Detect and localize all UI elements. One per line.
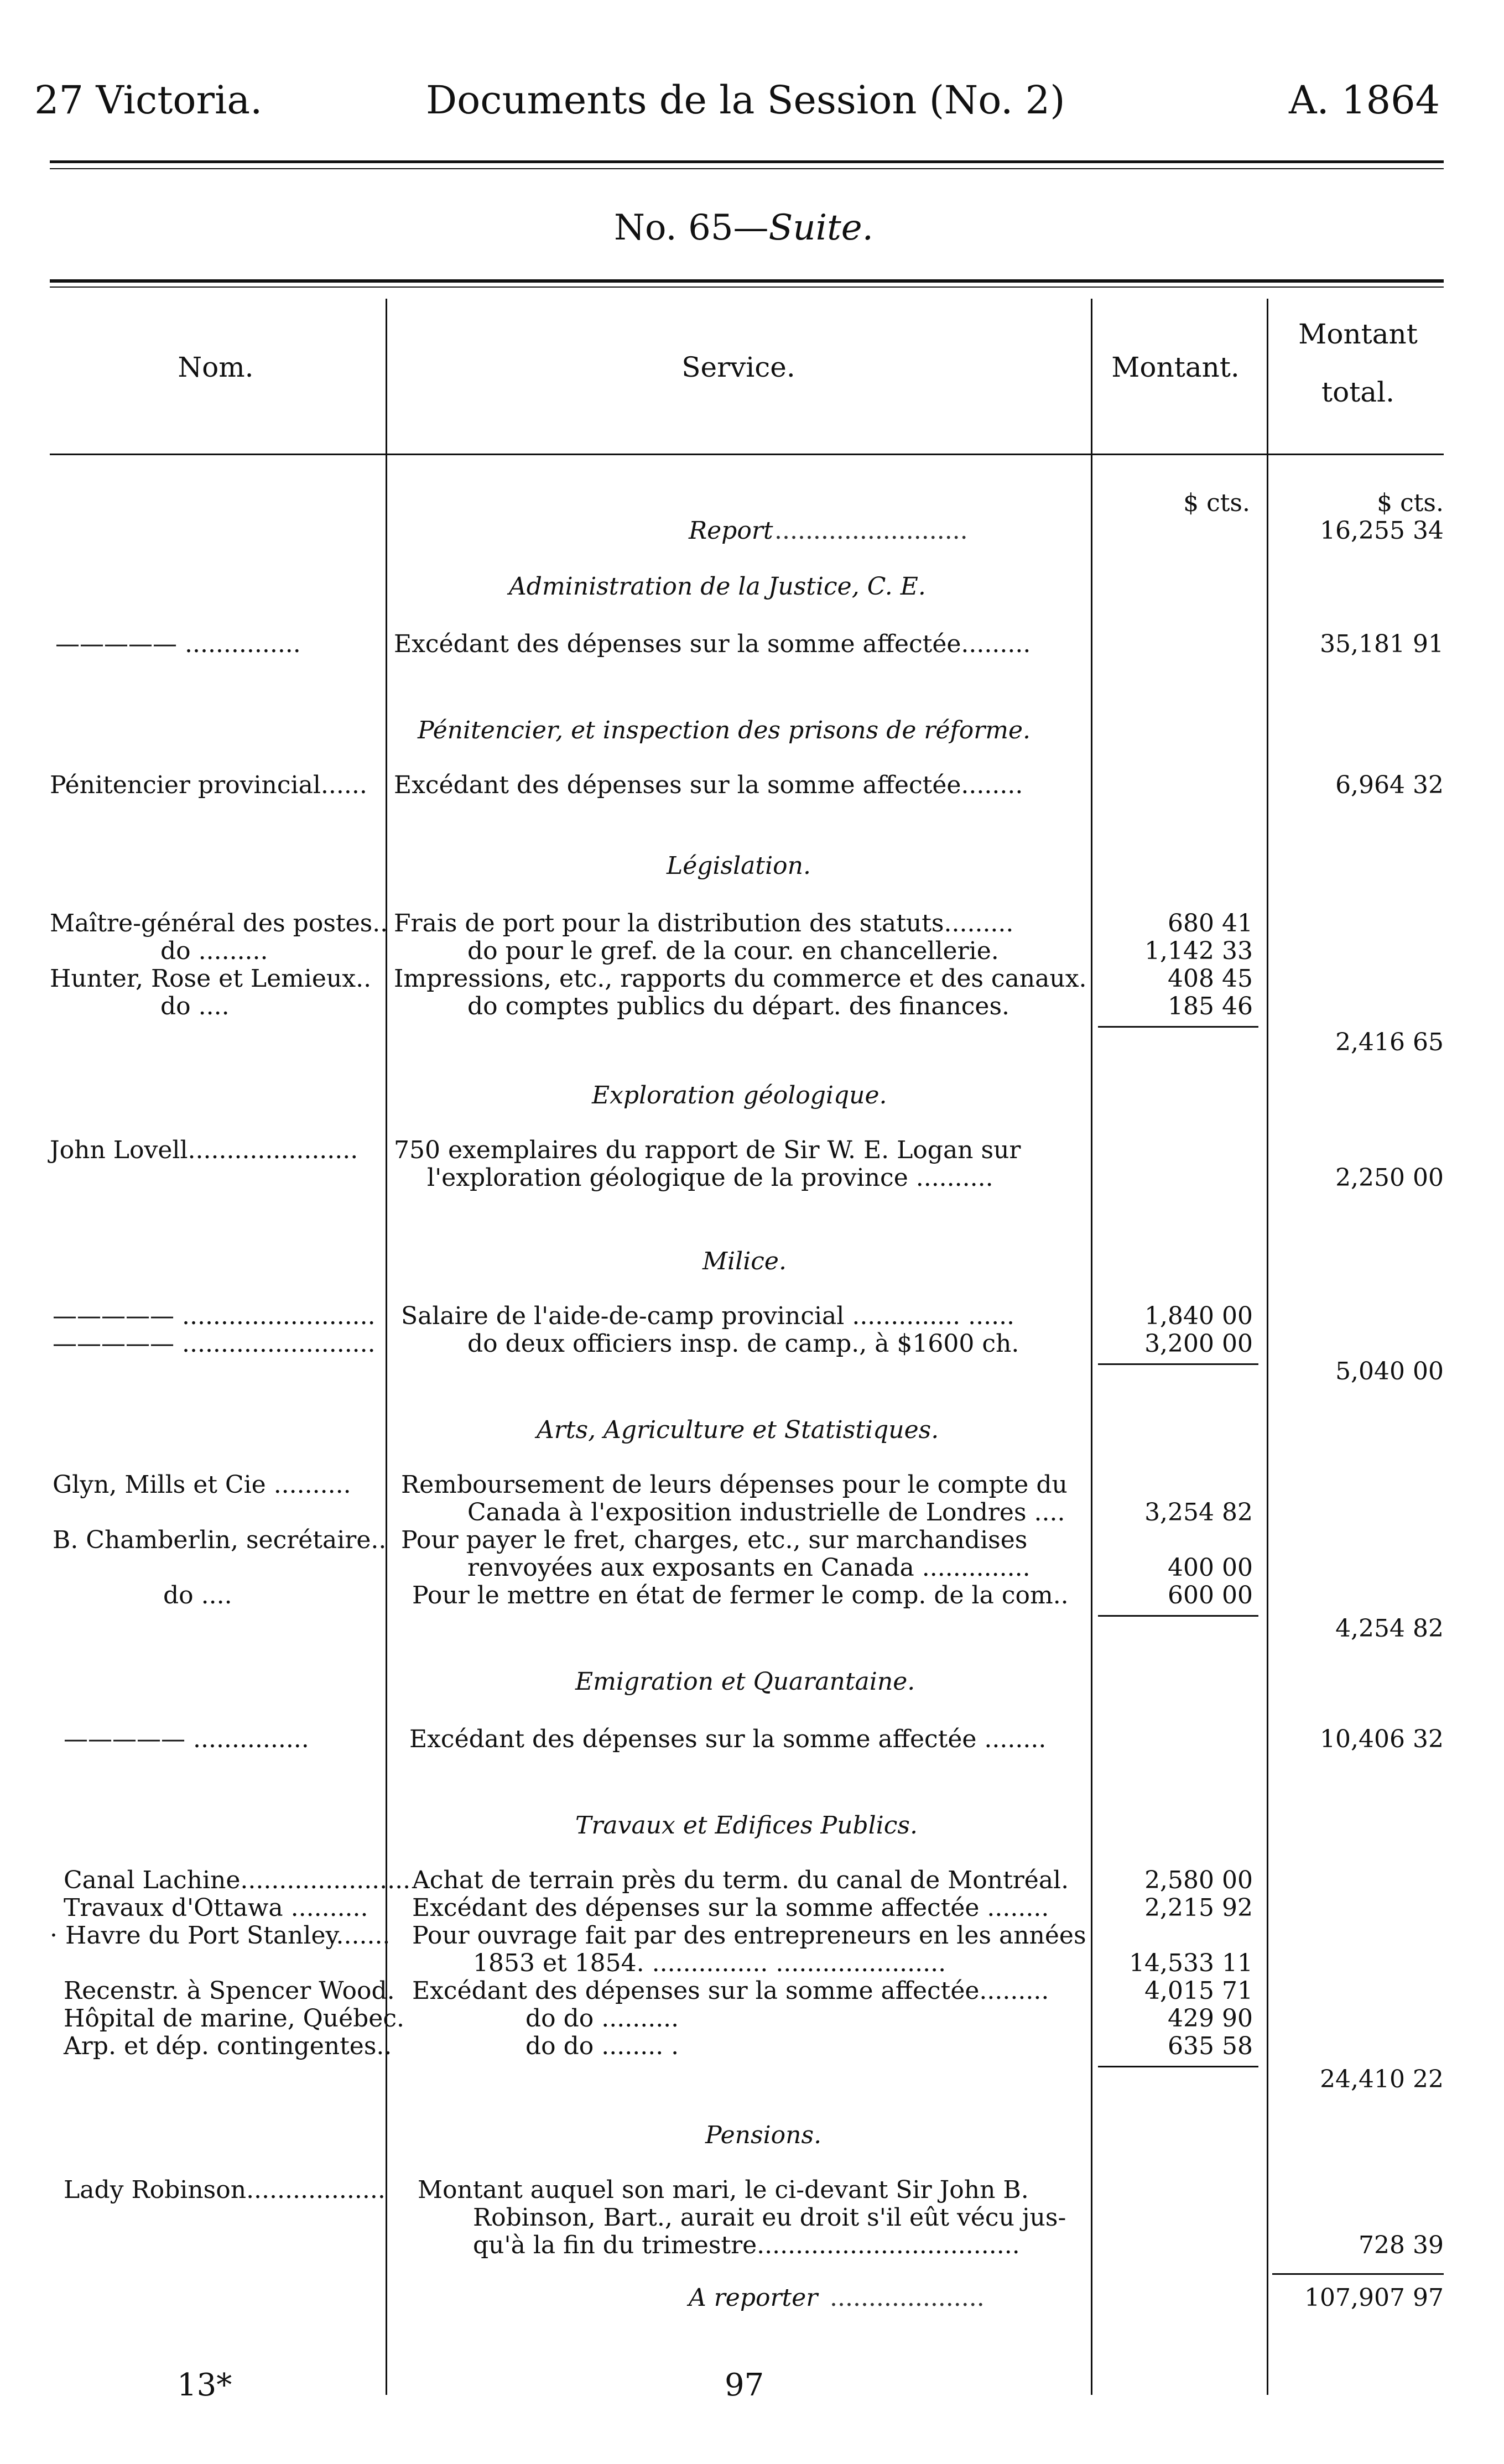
table-row-montant: 4,015 71 (1144, 1977, 1253, 2005)
table-row-montant: 429 90 (1168, 2004, 1253, 2033)
table-row-nom: Glyn, Mills et Cie .......... (53, 1471, 351, 1499)
table-row-service: do do ........ . (525, 2032, 679, 2060)
table-row-service-cont: Robinson, Bart., aurait eu droit s'il eût vécu jus- (473, 2203, 1066, 2232)
table-row-montant: 1,840 00 (1144, 1302, 1253, 1330)
table-title-number: No. 65— (614, 207, 769, 248)
column-rule-1 (386, 299, 387, 2395)
table-row-nom: · Havre du Port Stanley....... (50, 1921, 391, 1950)
table-row-service: Excédant des dépenses sur la somme affectée ........ (409, 1725, 1047, 1753)
table-row-nom: Maître-général des postes.. (50, 909, 388, 937)
section-total: 4,254 82 (1335, 1614, 1444, 1643)
table-row-total: 728 39 (1359, 2231, 1444, 2259)
table-row-montant: 14,533 11 (1129, 1949, 1253, 1977)
table-row-nom: Hunter, Rose et Lemieux.. (50, 965, 372, 993)
subtotal-rule (1098, 2066, 1258, 2067)
table-row-nom: Recenstr. à Spencer Wood. (64, 1977, 395, 2005)
subtotal-rule (1098, 1026, 1258, 1028)
table-row-service-cont: l'exploration géologique de la province .......... (427, 1164, 993, 1192)
column-header-montant: Montant. (1111, 351, 1240, 383)
table-row-service: Pour payer le fret, charges, etc., sur marchandises (401, 1526, 1028, 1554)
reporter-total: 107,907 97 (1304, 2284, 1444, 2312)
table-row-total: 10,406 32 (1320, 1725, 1444, 1753)
column-rule-3 (1267, 299, 1268, 2395)
reporter-leader: .................... (830, 2284, 985, 2312)
table-row-nom: Pénitencier provincial...... (50, 771, 367, 799)
subtotal-rule (1098, 1615, 1258, 1617)
table-row-service-cont: renvoyées aux exposants en Canada .............. (467, 1554, 1031, 1582)
column-header-rule (50, 454, 1444, 455)
table-row-service: Excédant des dépenses sur la somme affectée ........ (412, 1894, 1049, 1922)
table-row-nom: Lady Robinson.................. (64, 2176, 386, 2204)
table-row-service: Impressions, etc., rapports du commerce et des canaux. (394, 965, 1087, 993)
table-row-service: Excédant des dépenses sur la somme affectée......... (412, 1977, 1049, 2005)
report-total: 16,255 34 (1320, 517, 1444, 545)
table-row-total: 2,250 00 (1335, 1164, 1444, 1192)
table-row-service: Achat de terrain près du term. du canal de Montréal. (412, 1866, 1069, 1894)
report-label: Report (689, 517, 773, 545)
section-total: 2,416 65 (1335, 1028, 1444, 1056)
column-header-total-2: total. (1321, 376, 1394, 408)
table-row-total: 35,181 91 (1320, 630, 1444, 658)
table-row-montant: 680 41 (1168, 909, 1253, 937)
section-title-arts: Arts, Agriculture et Statistiques. (537, 1416, 939, 1444)
column-header-total-1: Montant (1298, 318, 1418, 350)
table-row-service: Pour ouvrage fait par des entrepreneurs en les années (412, 1921, 1086, 1950)
table-row-service-cont: Canada à l'exposition industrielle de Londres .... (467, 1498, 1065, 1527)
signature-mark: 13* (177, 2367, 232, 2403)
column-rule-2 (1091, 299, 1092, 2395)
table-row-nom: Travaux d'Ottawa .......... (64, 1894, 368, 1922)
units-montant: $ cts. (1183, 489, 1250, 517)
table-row-service-cont: 1853 et 1854. ............... ...................... (473, 1949, 946, 1977)
section-title-pensions: Pensions. (705, 2121, 822, 2149)
table-title-suite: Suite. (768, 207, 873, 248)
table-row-montant: 185 46 (1168, 992, 1253, 1020)
table-row-total: 6,964 32 (1335, 771, 1444, 799)
table-row-service: Excédant des dépenses sur la somme affectée......... (394, 630, 1031, 658)
subtotal-rule (1098, 1363, 1258, 1365)
column-header-service: Service. (681, 351, 795, 383)
units-total: $ cts. (1377, 489, 1444, 517)
table-row-montant: 3,200 00 (1144, 1330, 1253, 1358)
section-total: 5,040 00 (1335, 1357, 1444, 1385)
table-row-montant: 635 58 (1168, 2032, 1253, 2060)
title-rule (50, 279, 1444, 283)
table-row-service: 750 exemplaires du rapport de Sir W. E. Logan sur (394, 1136, 1021, 1164)
section-title-travaux: Travaux et Edifices Publics. (575, 1811, 918, 1840)
table-row-montant: 3,254 82 (1144, 1498, 1253, 1527)
column-header-nom: Nom. (178, 351, 254, 383)
table-row-service: do deux officiers insp. de camp., à $1600 ch. (467, 1330, 1019, 1358)
table-row-montant: 400 00 (1168, 1554, 1253, 1582)
table-row-service: Pour le mettre en état de fermer le comp. de la com.. (412, 1581, 1069, 1609)
table-row-nom: ————— ............... (64, 1725, 309, 1753)
table-row-service: Salaire de l'aide-de-camp provincial .............. ...... (401, 1302, 1015, 1330)
table-row-nom: ————— ......................... (53, 1302, 376, 1330)
section-title-milice: Milice. (702, 1247, 787, 1275)
section-title-legislation: Législation. (667, 852, 811, 880)
table-row-service: Remboursement de leurs dépenses pour le compte du (401, 1471, 1068, 1499)
table-row-nom: Hôpital de marine, Québec. (64, 2004, 404, 2033)
table-row-nom: do ......... (160, 937, 268, 965)
table-row-nom: do .... (163, 1581, 232, 1609)
table-row-montant: 408 45 (1168, 965, 1253, 993)
table-row-nom: Arp. et dép. contingentes.. (64, 2032, 392, 2060)
header-rule-2 (50, 168, 1444, 169)
page-number: 97 (725, 2367, 764, 2403)
header-rule (50, 160, 1444, 163)
table-row-montant: 600 00 (1168, 1581, 1253, 1609)
section-title-penitencier: Pénitencier, et inspection des prisons de réforme. (418, 716, 1031, 744)
table-row-nom: John Lovell...................... (50, 1136, 358, 1164)
table-row-nom: ————— ............... (55, 630, 301, 658)
table-row-nom: Canal Lachine...................... (64, 1866, 411, 1894)
table-row-nom: ————— ......................... (53, 1330, 376, 1358)
table-row-montant: 1,142 33 (1144, 937, 1253, 965)
section-title-emigration: Emigration et Quarantaine. (575, 1668, 915, 1696)
report-leader: ......................... (774, 517, 968, 545)
table-title (614, 207, 873, 248)
table-row-montant: 2,580 00 (1144, 1866, 1253, 1894)
section-title-exploration: Exploration géologique. (592, 1081, 887, 1109)
header-title: Documents de la Session (No. 2) (426, 77, 1065, 123)
header-volume: 27 Victoria. (34, 77, 263, 123)
total-rule (1272, 2273, 1444, 2275)
reporter-label: A reporter (689, 2284, 818, 2312)
table-row-nom: do .... (160, 992, 230, 1020)
table-row-service: Frais de port pour la distribution des statuts......... (394, 909, 1014, 937)
table-row-montant: 2,215 92 (1144, 1894, 1253, 1922)
section-total: 24,410 22 (1320, 2065, 1444, 2093)
title-rule-2 (50, 286, 1444, 288)
table-row-service: do pour le gref. de la cour. en chancellerie. (467, 937, 999, 965)
header-year: A. 1864 (1289, 77, 1440, 123)
table-row-service-cont: qu'à la fin du trimestre.................................. (473, 2231, 1020, 2259)
section-title-justice: Administration de la Justice, C. E. (509, 572, 926, 601)
table-row-service: do do .......... (525, 2004, 679, 2033)
table-row-service: do comptes publics du départ. des finances. (467, 992, 1010, 1020)
table-row-service: Montant auquel son mari, le ci-devant Sir John B. (418, 2176, 1029, 2204)
table-row-service: Excédant des dépenses sur la somme affectée........ (394, 771, 1023, 799)
table-row-nom: B. Chamberlin, secrétaire.. (53, 1526, 387, 1554)
